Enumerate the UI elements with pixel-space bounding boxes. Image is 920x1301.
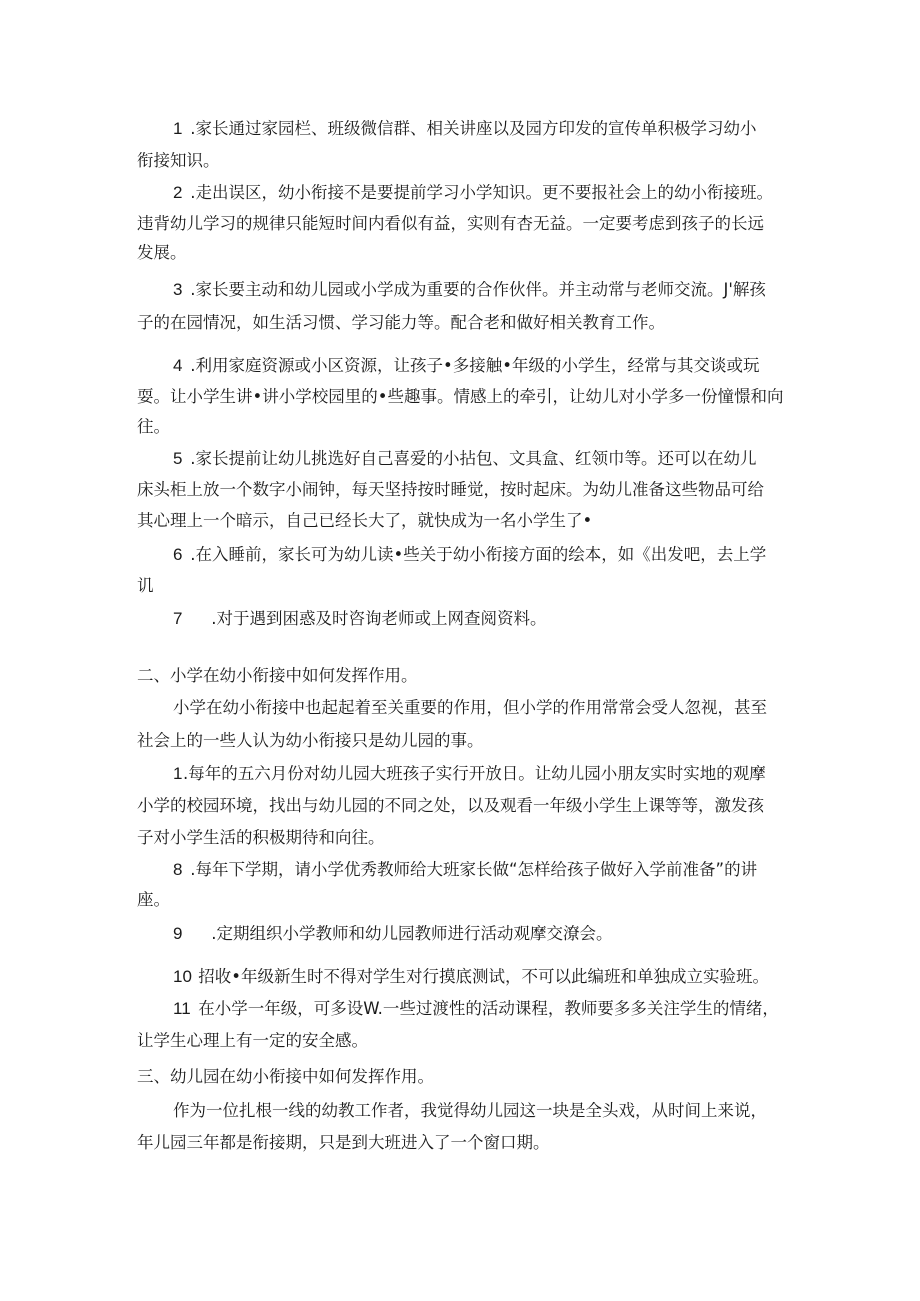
item-number: 11 — [173, 999, 191, 1018]
item-number: 3 — [173, 280, 183, 299]
item-text-line: 在小学一年级，可多设W.一些过渡性的活动课程，教师要多多关注学生的情绪， — [193, 999, 779, 1018]
item-number: 1 — [173, 764, 183, 783]
item-text-line: .家长要主动和幼儿园或小学成为重要的合作伙伴。并主动常与老师交流。J'解孩 — [185, 280, 766, 299]
item-number: 4 — [173, 356, 183, 375]
section-heading: 三、幼儿园在幼小衔接中如何发挥作用。 — [137, 1067, 434, 1086]
item-text-line: 床头柜上放一个数字小闹钟，每天坚持按时睡觉，按时起床。为幼儿准备这些物品可给 — [137, 480, 764, 499]
item-text-line: .对于遇到困惑及时咨询老师或上网查阅资料。 — [185, 609, 547, 628]
item-text-line: 小学的校园环境，找出与幼儿园的不同之处，以及观看一年级小学生上课等等，激发孩 — [137, 796, 764, 815]
item-number: 2 — [173, 183, 183, 202]
item-text-line: 座。 — [137, 890, 170, 909]
item-text-line: .定期组织小学教师和幼儿园教师进行活动观摩交潦会。 — [185, 924, 613, 943]
paragraph-line: 小学在幼小衔接中也起起着至关重要的作用，但小学的作用常常会受人忽视，甚至 — [173, 698, 767, 717]
item-text-line: .家长通过家园栏、班级微信群、相关讲座以及园方印发的宣传单积极学习幼小 — [185, 119, 757, 138]
item-text-line: 让学生心理上有一定的安全感。 — [137, 1031, 368, 1050]
item-text-line: .家长提前让幼儿挑选好自己喜爱的小拈包、文具盒、红领巾等。还可以在幼儿 — [185, 449, 757, 468]
item-text-line: 往。 — [137, 417, 170, 436]
item-text-line: .利用家庭资源或小区资源，让孩子•多接触•年级的小学生，经常与其交谈或玩 — [185, 356, 760, 375]
item-text-line: 子的在园情况，如生活习惯、学习能力等。配合老和做好相关教育工作。 — [137, 313, 665, 332]
paragraph-line: 年儿园三年都是衔接期，只是到大班进入了一个窗口期。 — [137, 1133, 550, 1152]
item-text-line: 子对小学生活的积极期待和向往。 — [137, 828, 385, 847]
section-heading: 二、小学在幼小衔接中如何发挥作用。 — [137, 666, 418, 685]
item-text-line: 违背幼儿学习的规律只能短时间内看似有益，实则有杏无益。一定要考虑到孩子的长远 — [137, 214, 764, 233]
item-text-line: 其心理上一个暗示，自己已经长大了，就快成为一名小学生了• — [137, 511, 593, 530]
item-text-line: 发展。 — [137, 243, 187, 262]
item-text-line: 讥 — [137, 576, 154, 595]
item-number: 7 — [173, 609, 183, 628]
item-text-line: .走出误区，幼小衔接不是要提前学习小学知识。更不要报社会上的幼小衔接班。 — [185, 183, 773, 202]
item-text-line: 招收•年级新生时不得对学生对行摸底测试，不可以此编班和单独成立实验班。 — [193, 967, 769, 986]
item-number: 9 — [173, 924, 183, 943]
paragraph-line: 社会上的一些人认为幼小衔接只是幼儿园的事。 — [137, 731, 484, 750]
item-number: 8 — [173, 860, 183, 879]
paragraph-line: 作为一位扎根一线的幼教工作者，我觉得幼儿园这一块是全头戏，从时间上来说， — [173, 1101, 767, 1120]
item-number: 6 — [173, 545, 183, 564]
item-text-line: .在入睡前，家长可为幼儿读•些关于幼小衔接方面的绘本，如《出发吧，去上学 — [185, 545, 767, 564]
item-text-line: .每年的五六月份对幼儿园大班孩子实行开放日。让幼儿园小朋友实时实地的观摩 — [183, 764, 766, 783]
item-text-line: 衔接知识。 — [137, 151, 220, 170]
item-number: 10 — [173, 967, 192, 986]
item-number: 5 — [173, 449, 183, 468]
item-text-line: 耍。让小学生讲•讲小学校园里的•些趣事。情感上的牵引，让幼儿对小学多一份憧憬和向 — [137, 387, 784, 406]
item-text-line: .每年下学期，请小学优秀教师给大班家长做“怎样给孩子做好入学前准备”的讲 — [185, 860, 758, 879]
item-number: 1 — [173, 119, 183, 138]
